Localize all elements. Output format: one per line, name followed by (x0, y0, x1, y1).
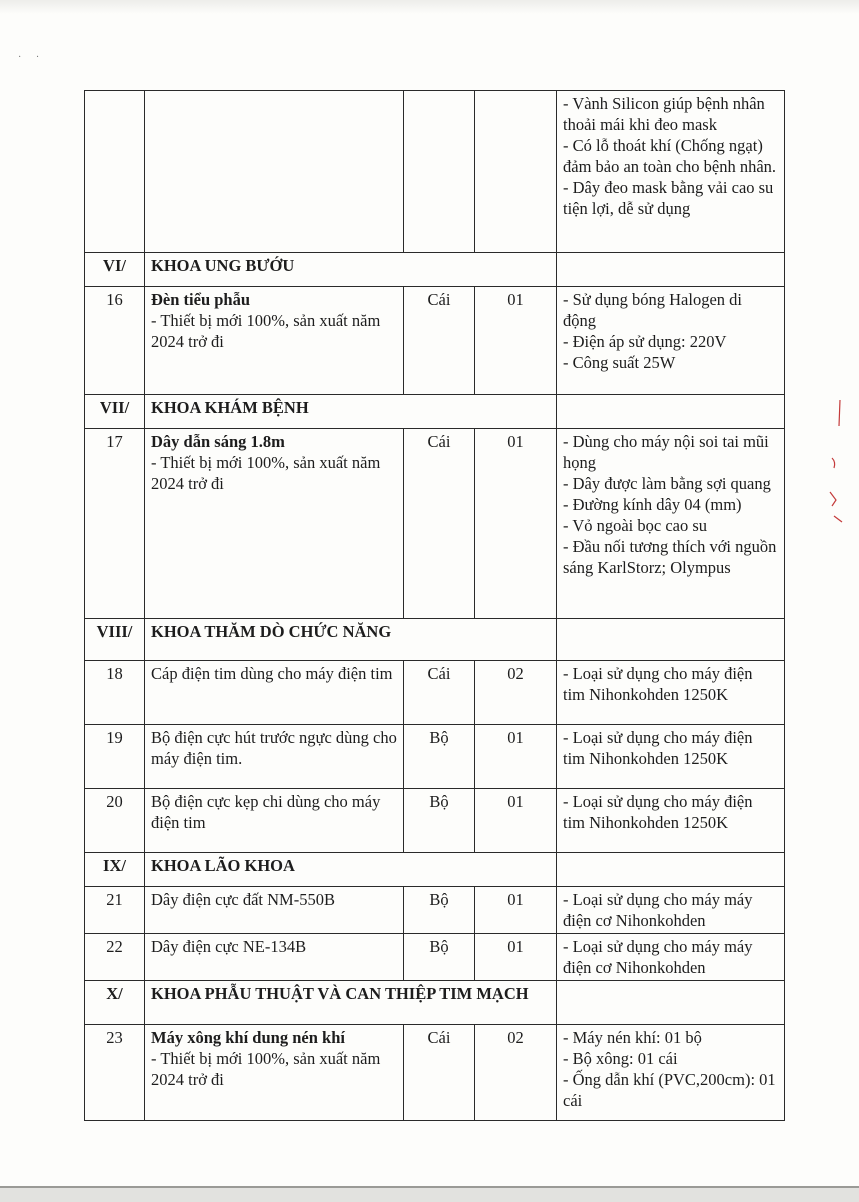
table-row (85, 661, 785, 725)
item-name: Dây điện cực đất NM-550B (151, 890, 335, 909)
item-number: 18 (85, 661, 145, 725)
red-pen-margin-marks (826, 396, 850, 536)
item-quantity: 01 (475, 887, 557, 934)
spec-line: - Dây đeo mask bằng vải cao su tiện lợi, dễ sử dụng (563, 178, 774, 218)
item-note: - Thiết bị mới 100%, sản xuất năm 2024 trở đi (151, 1049, 381, 1089)
item-specs-cell (557, 1025, 785, 1121)
section-number: X/ (85, 981, 145, 1025)
item-specs-cell (557, 91, 785, 253)
item-unit: Bộ (404, 887, 475, 934)
spec-line: - Loại sử dụng cho máy điện tim Nihonkohden 1250K (563, 728, 753, 768)
section-spec-cell (557, 853, 785, 887)
item-number: 16 (85, 287, 145, 395)
equipment-table (84, 90, 785, 1121)
section-spec-cell (557, 981, 785, 1025)
table-row (85, 725, 785, 789)
spec-line: - Ống dẫn khí (PVC,200cm): 01 cái (563, 1070, 776, 1110)
spec-line: - Loại sử dụng cho máy điện tim Nihonkohden 1250K (563, 792, 753, 832)
spec-line: - Đầu nối tương thích với nguồn sáng KarlStorz; Olympus (563, 537, 777, 577)
section-row (85, 619, 785, 661)
item-quantity: 01 (475, 789, 557, 853)
item-quantity: 01 (475, 287, 557, 395)
section-number: IX/ (85, 853, 145, 887)
item-description-cell (145, 934, 404, 981)
item-specs-cell (557, 934, 785, 981)
item-number: 20 (85, 789, 145, 853)
equipment-table-body (85, 91, 785, 1121)
section-row (85, 395, 785, 429)
section-title: KHOA THĂM DÒ CHỨC NĂNG (145, 619, 557, 661)
spec-line: - Loại sử dụng cho máy máy điện cơ Nihonkohden (563, 890, 753, 930)
item-unit: Bộ (404, 934, 475, 981)
item-unit: Cái (404, 1025, 475, 1121)
item-quantity: 02 (475, 1025, 557, 1121)
item-specs-cell (557, 287, 785, 395)
spec-line: - Máy nén khí: 01 bộ (563, 1028, 702, 1047)
item-name: Bộ điện cực kẹp chi dùng cho máy điện tim (151, 792, 381, 832)
item-unit: Cái (404, 661, 475, 725)
item-specs-cell (557, 429, 785, 619)
item-description-cell (145, 789, 404, 853)
table-row (85, 934, 785, 981)
item-quantity: 01 (475, 429, 557, 619)
spec-line: - Loại sử dụng cho máy máy điện cơ Nihonkohden (563, 937, 753, 977)
spec-line: - Sử dụng bóng Halogen di động (563, 290, 742, 330)
section-number: VII/ (85, 395, 145, 429)
spec-line: - Dùng cho máy nội soi tai mũi họng (563, 432, 769, 472)
section-row (85, 253, 785, 287)
section-row (85, 853, 785, 887)
table-row (85, 429, 785, 619)
item-number: 19 (85, 725, 145, 789)
item-number: 17 (85, 429, 145, 619)
item-name: Dây dẫn sáng 1.8m (151, 432, 285, 451)
item-unit: Bộ (404, 789, 475, 853)
item-quantity (475, 91, 557, 253)
section-title: KHOA PHẪU THUẬT VÀ CAN THIỆP TIM MẠCH (145, 981, 557, 1025)
spec-line: - Công suất 25W (563, 353, 676, 372)
section-number: VI/ (85, 253, 145, 287)
table-row (85, 91, 785, 253)
item-number: 21 (85, 887, 145, 934)
spec-line: - Dây được làm bằng sợi quang (563, 474, 771, 493)
spec-line: - Đường kính dây 04 (mm) (563, 495, 742, 514)
item-description-cell (145, 887, 404, 934)
item-specs-cell (557, 887, 785, 934)
section-spec-cell (557, 395, 785, 429)
item-name: Máy xông khí dung nén khí (151, 1028, 345, 1047)
section-row (85, 981, 785, 1025)
section-title: KHOA KHÁM BỆNH (145, 395, 557, 429)
item-description-cell (145, 91, 404, 253)
item-note: - Thiết bị mới 100%, sản xuất năm 2024 trở đi (151, 311, 381, 351)
item-number (85, 91, 145, 253)
spec-line: - Vỏ ngoài bọc cao su (563, 516, 708, 535)
section-title: KHOA UNG BƯỚU (145, 253, 557, 287)
item-unit: Bộ (404, 725, 475, 789)
item-name: Cáp điện tim dùng cho máy điện tim (151, 664, 393, 683)
item-name: Bộ điện cực hút trước ngực dùng cho máy điện tim. (151, 728, 397, 768)
scan-edge-top (0, 0, 859, 14)
item-unit (404, 91, 475, 253)
scan-speck-marks: · · (18, 52, 46, 63)
item-description-cell (145, 1025, 404, 1121)
spec-line: - Có lỗ thoát khí (Chống ngạt) đảm bảo an toàn cho bệnh nhân. (563, 136, 777, 176)
table-row (85, 789, 785, 853)
item-specs-cell (557, 789, 785, 853)
spec-line: - Loại sử dụng cho máy điện tim Nihonkohden 1250K (563, 664, 753, 704)
section-number: VIII/ (85, 619, 145, 661)
item-name: Đèn tiểu phẫu (151, 290, 251, 309)
item-specs-cell (557, 725, 785, 789)
item-description-cell (145, 429, 404, 619)
section-spec-cell (557, 253, 785, 287)
section-spec-cell (557, 619, 785, 661)
item-unit: Cái (404, 429, 475, 619)
item-description-cell (145, 725, 404, 789)
table-row (85, 887, 785, 934)
table-row (85, 1025, 785, 1121)
item-note: - Thiết bị mới 100%, sản xuất năm 2024 trở đi (151, 453, 381, 493)
section-title: KHOA LÃO KHOA (145, 853, 557, 887)
item-name: Dây điện cực NE-134B (151, 937, 307, 956)
item-description-cell (145, 287, 404, 395)
item-specs-cell (557, 661, 785, 725)
spec-line: - Bộ xông: 01 cái (563, 1049, 678, 1068)
item-number: 22 (85, 934, 145, 981)
item-number: 23 (85, 1025, 145, 1121)
item-description-cell (145, 661, 404, 725)
spec-line: - Điện áp sử dụng: 220V (563, 332, 727, 351)
item-quantity: 01 (475, 725, 557, 789)
item-quantity: 01 (475, 934, 557, 981)
item-quantity: 02 (475, 661, 557, 725)
table-row (85, 287, 785, 395)
item-unit: Cái (404, 287, 475, 395)
spec-line: - Vành Silicon giúp bệnh nhân thoải mái khi đeo mask (563, 94, 765, 134)
